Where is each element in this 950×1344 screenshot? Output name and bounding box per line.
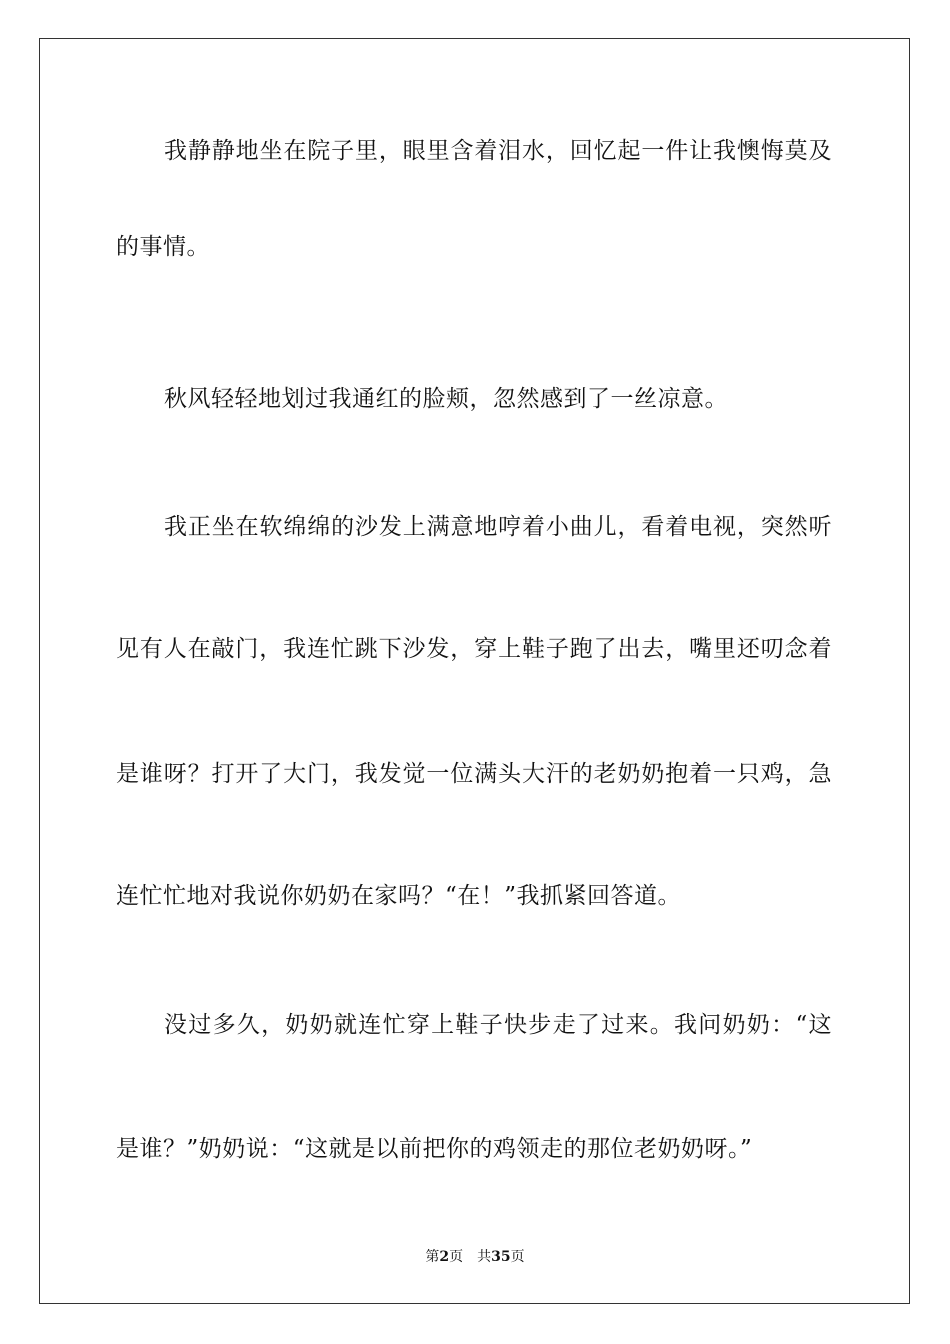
paragraph-line: 连忙忙地对我说你奶奶在家吗？“在！”我抓紧回答道。 xyxy=(116,883,682,909)
total-suffix: 页 xyxy=(510,1249,525,1265)
page-total: 35 xyxy=(491,1249,511,1265)
paragraph-line: 我静静地坐在院子里，眼里含着泪水，回忆起一件让我懊悔莫及 xyxy=(164,138,832,164)
paragraph-line: 的事情。 xyxy=(116,234,210,260)
paragraph-line: 我正坐在软绵绵的沙发上满意地哼着小曲儿，看着电视，突然听 xyxy=(164,514,832,540)
paragraph-line: 没过多久，奶奶就连忙穿上鞋子快步走了过来。我问奶奶：“这 xyxy=(164,1012,832,1038)
page-footer xyxy=(0,1247,950,1267)
page-prefix: 第 xyxy=(425,1249,440,1265)
paragraph-line: 见有人在敲门，我连忙跳下沙发，穿上鞋子跑了出去，嘴里还叨念着 xyxy=(116,636,832,662)
paragraph-line: 是谁呀？打开了大门，我发觉一位满头大汗的老奶奶抱着一只鸡，急 xyxy=(116,761,832,787)
paragraph-line: 是谁？”奶奶说：“这就是以前把你的鸡领走的那位老奶奶呀。” xyxy=(116,1136,753,1162)
page-current: 2 xyxy=(439,1249,450,1265)
page-suffix: 页 xyxy=(449,1249,464,1265)
total-prefix: 共 xyxy=(477,1249,492,1265)
paragraph-line: 秋风轻轻地划过我通红的脸颊，忽然感到了一丝凉意。 xyxy=(164,386,728,412)
page-border xyxy=(39,38,910,1304)
